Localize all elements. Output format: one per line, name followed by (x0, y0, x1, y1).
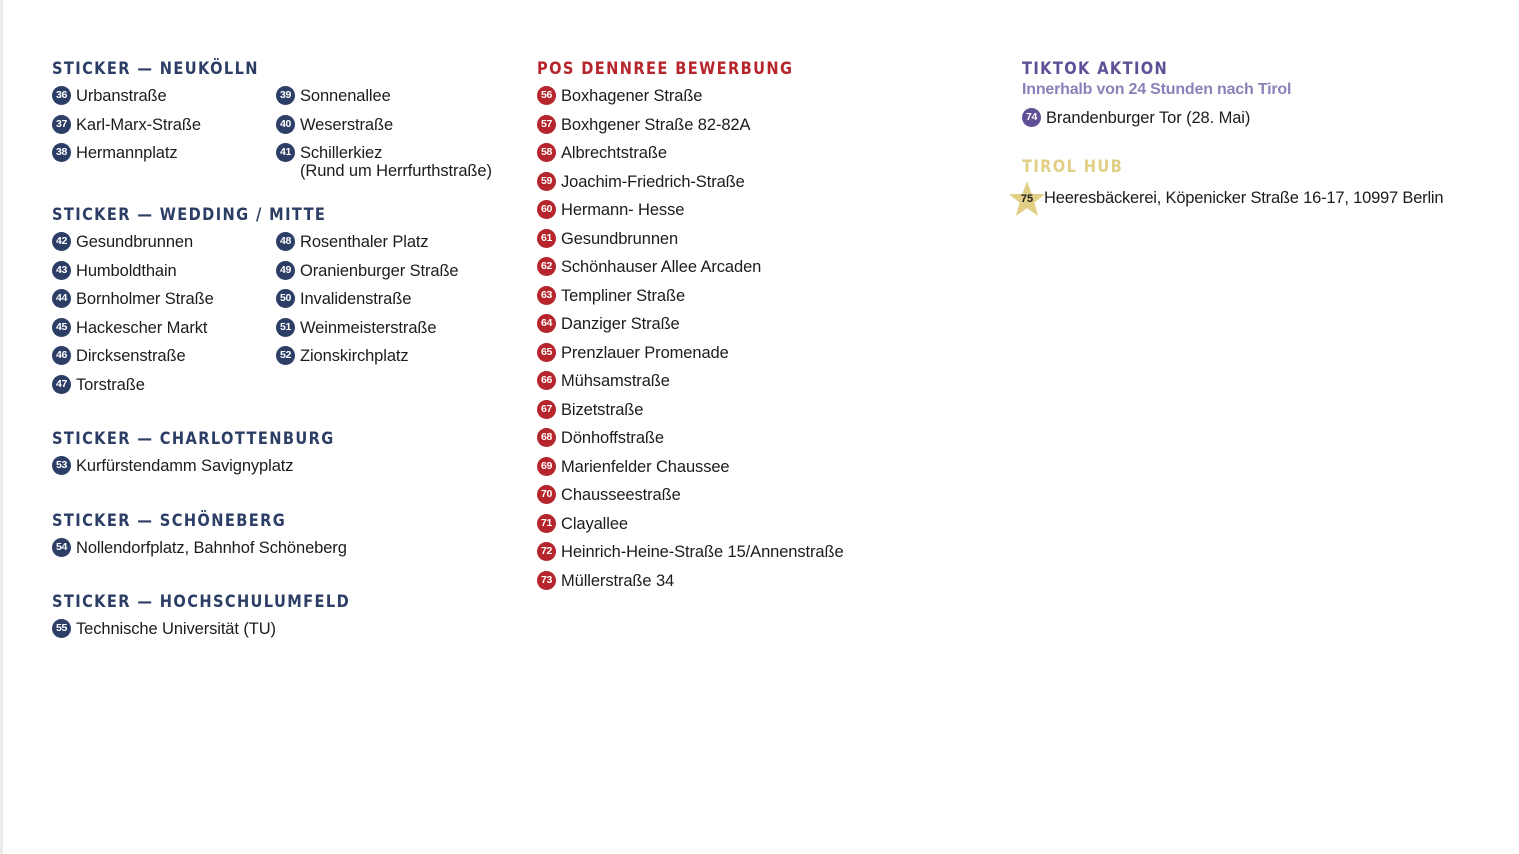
list-item (52, 347, 276, 376)
number-badge: 38 (52, 143, 71, 162)
list-item (52, 319, 276, 348)
location-label: Boxhgener Straße 82-82A (561, 115, 751, 134)
location-label: Dönhoffstraße (561, 429, 664, 447)
location-label: Sonnenallee (300, 87, 391, 105)
location-list (1022, 109, 1502, 138)
list-item (537, 287, 957, 316)
list-item (52, 290, 276, 319)
number-badge: 69 (537, 457, 556, 476)
location-list (52, 539, 522, 568)
location-label: Kurfürstendamm Savignyplatz (76, 457, 294, 475)
list-item (52, 539, 522, 568)
page-left-edge (0, 0, 3, 854)
location-label: Gesundbrunnen (76, 233, 194, 251)
number-badge: 36 (52, 86, 71, 105)
location-label: Gesundbrunnen (561, 229, 679, 248)
list-item (276, 347, 516, 376)
section-charlottenburg (52, 428, 522, 486)
location-sublabel: (Rund um Herrfurthstraße) (300, 162, 492, 180)
list-item (537, 543, 957, 572)
location-label: Technische Universität (TU) (76, 620, 276, 638)
number-badge: 64 (537, 314, 556, 333)
list-item (537, 315, 957, 344)
location-label: Oranienburger Straße (300, 261, 459, 280)
section-subtitle: Innerhalb von 24 Stunden nach Tirol (1022, 81, 1292, 98)
number-badge: 67 (537, 400, 556, 419)
section-title: TIKTOK AKTION (1022, 59, 1169, 79)
number-badge: 51 (276, 318, 295, 337)
list-item (537, 458, 957, 487)
location-label: Humboldthain (76, 261, 177, 280)
list-item (537, 344, 957, 373)
location-label: Schillerkiez (300, 144, 383, 162)
location-label: Müllerstraße 34 (561, 571, 675, 590)
number-badge: 52 (276, 346, 295, 365)
list-item (276, 144, 516, 180)
number-badge: 54 (52, 538, 71, 557)
number-badge: 70 (537, 485, 556, 504)
number-badge: 73 (537, 571, 556, 590)
location-label: Danziger Straße (561, 315, 680, 333)
number-badge: 58 (537, 143, 556, 162)
section-title: TIROL HUB (1022, 156, 1124, 177)
list-item (537, 230, 957, 259)
list-item (537, 116, 957, 145)
list-item (537, 572, 957, 601)
list-item (537, 87, 957, 116)
list-item (52, 620, 522, 649)
column-pos-dennree (537, 58, 957, 624)
number-badge: 43 (52, 261, 71, 280)
number-badge: 48 (276, 232, 295, 251)
number-badge: 53 (52, 456, 71, 475)
section-title: STICKER — NEUKÖLLN (52, 59, 259, 79)
location-label: Mühsamstraße (561, 372, 670, 390)
section-tiktok-aktion (1022, 58, 1502, 138)
section-pos-dennree (537, 58, 957, 600)
number-badge: 46 (52, 346, 71, 365)
number-badge: 41 (276, 143, 295, 162)
section-hochschulumfeld (52, 591, 522, 649)
column-tiktok-tirol (1022, 58, 1502, 242)
location-label: Bizetstraße (561, 400, 644, 419)
list-item (537, 486, 957, 515)
section-title: STICKER — HOCHSCHULUMFELD (52, 592, 351, 612)
list-item (52, 116, 276, 145)
location-label: Rosenthaler Platz (300, 233, 429, 251)
number-badge: 42 (52, 232, 71, 251)
location-label: Torstraße (76, 375, 145, 394)
section-title: POS DENNREE BEWERBUNG (537, 59, 794, 79)
list-item (276, 233, 516, 262)
number-badge: 47 (52, 375, 71, 394)
location-label: Invalidenstraße (300, 290, 412, 308)
location-label: Heinrich-Heine-Straße 15/Annenstraße (561, 543, 844, 561)
location-label-group (300, 144, 492, 180)
location-label: Albrechtstraße (561, 144, 667, 162)
section-schoeneberg (52, 510, 522, 568)
number-badge: 72 (537, 542, 556, 561)
list-item (1022, 109, 1502, 138)
number-badge: 74 (1022, 108, 1041, 127)
list-item (537, 401, 957, 430)
star-icon (1008, 180, 1046, 218)
location-label: Hermannplatz (76, 144, 178, 162)
list-item (537, 144, 957, 173)
location-list (52, 620, 522, 649)
section-title: STICKER — WEDDING / MITTE (52, 205, 327, 225)
number-badge: 49 (276, 261, 295, 280)
number-badge: 44 (52, 289, 71, 308)
location-label: Dircksenstraße (76, 347, 186, 365)
number-badge: 56 (537, 86, 556, 105)
number-badge: 39 (276, 86, 295, 105)
number-badge: 66 (537, 371, 556, 390)
section-neukoelln (52, 58, 522, 180)
number-badge: 62 (537, 257, 556, 276)
list-item (537, 429, 957, 458)
location-label: Karl-Marx-Straße (76, 115, 201, 134)
number-badge: 57 (537, 115, 556, 134)
location-label: Brandenburger Tor (28. Mai) (1046, 109, 1251, 127)
list-item (52, 457, 522, 486)
location-list (52, 233, 522, 404)
number-badge: 65 (537, 343, 556, 362)
list-item (537, 258, 957, 287)
location-label: Weserstraße (300, 115, 394, 134)
section-wedding-mitte (52, 204, 522, 404)
location-label: Prenzlauer Promenade (561, 343, 729, 362)
list-item (276, 116, 516, 145)
location-label: Bornholmer Straße (76, 290, 214, 308)
number-badge: 55 (52, 619, 71, 638)
location-label: Hackescher Markt (76, 318, 208, 337)
column-sticker-districts (52, 58, 522, 673)
list-item (276, 290, 516, 319)
section-title: STICKER — CHARLOTTENBURG (52, 429, 335, 449)
location-label: Weinmeisterstraße (300, 318, 437, 337)
number-badge: 75 (1020, 192, 1034, 205)
number-badge: 68 (537, 428, 556, 447)
section-tirol-hub (1022, 156, 1502, 218)
location-list (52, 87, 522, 180)
location-label: Chausseestraße (561, 486, 681, 504)
location-list (52, 457, 522, 486)
list-item (537, 201, 957, 230)
location-label: Clayallee (561, 514, 628, 533)
list-item (537, 372, 957, 401)
number-badge: 45 (52, 318, 71, 337)
number-badge: 60 (537, 200, 556, 219)
list-item (52, 376, 276, 405)
list-item (276, 87, 516, 116)
location-label: Urbanstraße (76, 87, 167, 105)
list-item (52, 233, 276, 262)
location-list (537, 87, 957, 600)
section-title: STICKER — SCHÖNEBERG (52, 510, 287, 531)
number-badge: 37 (52, 115, 71, 134)
location-label: Templiner Straße (561, 286, 686, 305)
location-label: Marienfelder Chaussee (561, 457, 730, 476)
list-item (276, 319, 516, 348)
location-label: Heeresbäckerei, Köpenicker Straße 16-17, 10997 Berlin (1044, 189, 1444, 207)
number-badge: 71 (537, 514, 556, 533)
number-badge: 40 (276, 115, 295, 134)
list-item (52, 87, 276, 116)
number-badge: 59 (537, 172, 556, 191)
number-badge: 61 (537, 229, 556, 248)
location-label: Hermann- Hesse (561, 201, 685, 219)
location-label: Joachim-Friedrich-Straße (561, 172, 745, 191)
location-label: Boxhagener Straße (561, 87, 703, 105)
list-item (1008, 180, 1502, 218)
number-badge: 63 (537, 286, 556, 305)
list-item (52, 144, 276, 180)
location-label: Schönhauser Allee Arcaden (561, 258, 762, 276)
list-item (52, 262, 276, 291)
list-item (276, 262, 516, 291)
list-item (537, 515, 957, 544)
location-label: Nollendorfplatz, Bahnhof Schöneberg (76, 538, 347, 557)
number-badge: 50 (276, 289, 295, 308)
list-item (537, 173, 957, 202)
location-label: Zionskirchplatz (300, 347, 409, 365)
